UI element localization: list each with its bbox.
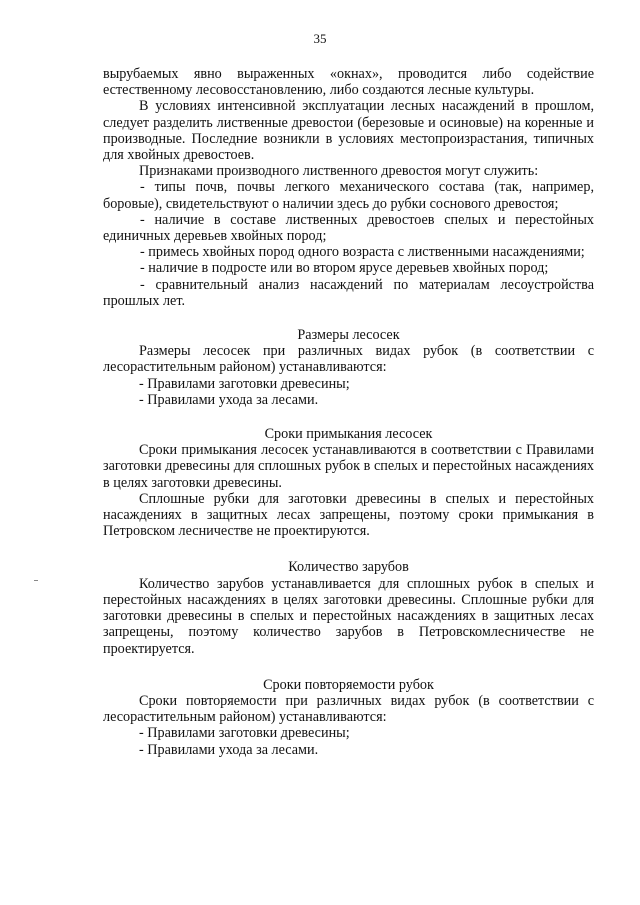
section-heading: Размеры лесосек	[297, 327, 400, 344]
paragraph: Сроки повторяемости при различных видах рубок (в соответствии с лесорастительным районом) устанавливаются:	[103, 692, 594, 726]
document-body	[103, 66, 594, 758]
list-item: - Правилами ухода за лесами.	[139, 391, 319, 408]
section-heading: Количество зарубов	[288, 559, 409, 576]
paragraph: Количество зарубов устанавливается для сплошных рубок в спелых и перестойных насаждениях в целях заготовки древесины. Сплошные рубки для заготовки древесины в спелых и перестойных насаждениях в защитных лесах запрещены, поэтому количество зарубов в Петровскомлесничестве не проектируется.	[103, 575, 594, 657]
paragraph: Признаками производного лиственного древостоя могут служить:	[139, 163, 539, 180]
margin-mark	[34, 580, 38, 581]
section-heading: Сроки повторяемости рубок	[263, 676, 434, 693]
list-item: - Правилами заготовки древесины;	[139, 725, 350, 742]
paragraph: Сроки примыкания лесосек устанавливаются в соответствии с Правилами заготовки древесины для сплошных рубок в спелых и перестойных насаждениях в целях заготовки древесины.	[103, 442, 594, 491]
list-item: - типы почв, почвы легкого механического состава (так, например, боровые), свидетельствуют о наличии здесь до рубки соснового древостоя;	[103, 179, 594, 212]
list-item: - Правилами заготовки древесины;	[139, 375, 350, 392]
list-item: - наличие в подросте или во втором ярусе деревьев хвойных пород;	[140, 260, 549, 277]
paragraph: вырубаемых явно выраженных «окнах», проводится либо содействие естественному лесовосстановлению, либо создаются лесные культуры.	[103, 66, 594, 99]
paragraph: Размеры лесосек при различных видах рубок (в соответствии с лесорастительным районом) устанавливаются:	[103, 343, 594, 376]
list-item: - сравнительный анализ насаждений по материалам лесоустройства прошлых лет.	[103, 276, 594, 309]
page-number: 35	[313, 31, 327, 46]
list-item: - примесь хвойных пород одного возраста с лиственными насаждениями;	[140, 244, 585, 261]
paragraph: В условиях интенсивной эксплуатации лесных насаждений в прошлом, следует разделить лиственные древостои (березовые и осиновые) на коренные и производные. Последние возникли в условиях местопроизрастания, типичных для хвойных древостоев.	[103, 98, 594, 164]
list-item: - наличие в составе лиственных древостоев спелых и перестойных единичных деревьев хвойных пород;	[103, 211, 594, 245]
section-heading: Сроки примыкания лесосек	[264, 426, 433, 443]
list-item: - Правилами ухода за лесами.	[139, 741, 319, 758]
paragraph: Сплошные рубки для заготовки древесины в спелых и перестойных насаждениях в защитных лесах запрещены, поэтому сроки примыкания в Петровском лесничестве не проектируются.	[103, 490, 594, 540]
